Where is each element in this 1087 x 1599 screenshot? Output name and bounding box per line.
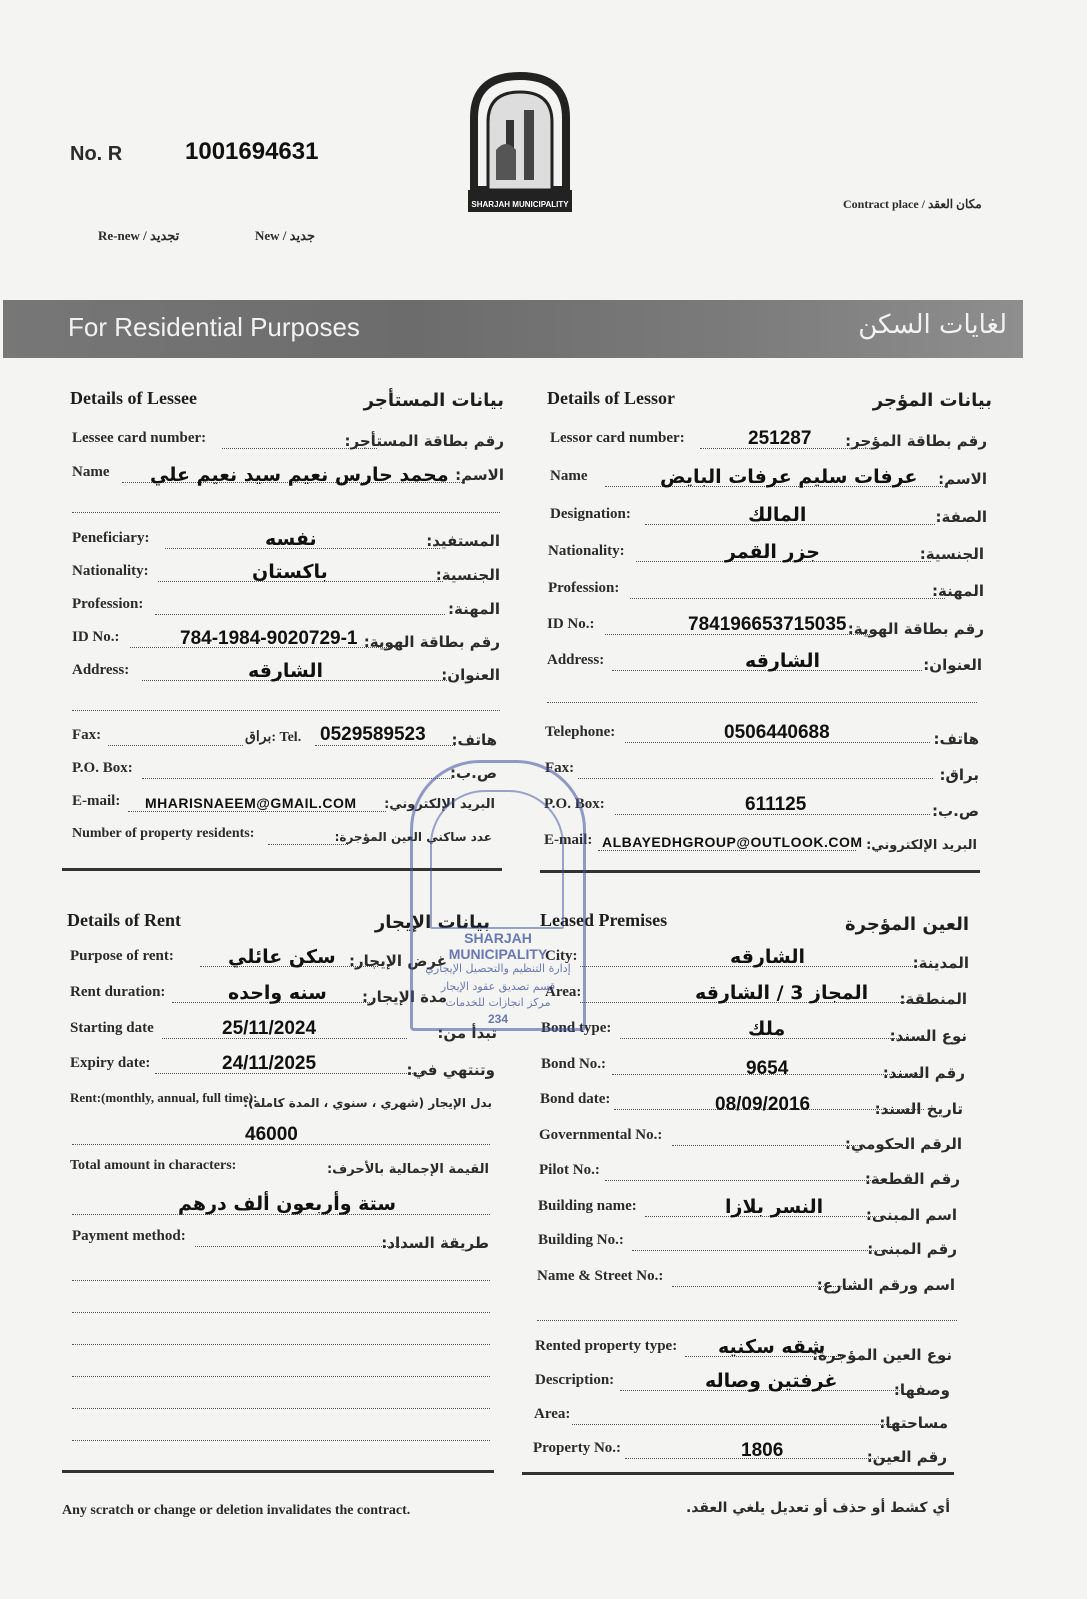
- rent-expiry-label: Expiry date:: [70, 1055, 151, 1071]
- premises-bond-type-label-ar: نوع السند:: [889, 1027, 967, 1045]
- premises-street-label-ar: اسم ورقم الشارع:: [816, 1276, 955, 1294]
- premises-area2-label: Area:: [534, 1406, 571, 1422]
- rent-purpose-label: Purpose of rent:: [70, 948, 174, 964]
- footer-note-en: Any scratch or change or deletion invalidates the contract.: [62, 1503, 411, 1518]
- rent-duration-label: Rent duration:: [70, 984, 166, 1000]
- rent-amount-label: Rent:(monthly, annual, full time):: [70, 1090, 258, 1105]
- lessee-title-ar: بيانات المستأجر: [363, 390, 504, 411]
- lessee-address-label: Address:: [72, 662, 130, 678]
- banner-title-en: For Residential Purposes: [68, 312, 360, 342]
- lessee-address-value: الشارقه: [248, 660, 324, 682]
- logo-arch-icon: [466, 70, 574, 215]
- lessee-id-value: 784-1984-9020729-1: [180, 628, 358, 649]
- lessor-telephone-label-ar: هاتف:: [933, 730, 979, 748]
- lessor-designation-label-ar: الصفة:: [935, 508, 987, 526]
- premises-plot-label: Pilot No.:: [539, 1162, 600, 1178]
- premises-bond-type-value: ملك: [748, 1018, 786, 1040]
- premises-bond-no-label: Bond No.:: [541, 1056, 607, 1072]
- rent-start-label-ar: تبدأ من:: [437, 1024, 497, 1042]
- lessor-pobox-label: P.O. Box:: [544, 796, 605, 812]
- rent-total-label-ar: القيمة الإجمالية بالأحرف:: [326, 1162, 489, 1177]
- rent-duration-label-ar: مدة الإيجار:: [361, 988, 447, 1006]
- lessor-designation-label: Designation:: [550, 506, 631, 522]
- new-label: New / جديد: [255, 228, 315, 243]
- premises-type-label: Rented property type:: [535, 1338, 678, 1354]
- premises-gov-label-ar: الرقم الحكومي:: [844, 1135, 962, 1153]
- premises-street-label: Name & Street No.:: [537, 1268, 664, 1284]
- rent-expiry-value: 24/11/2025: [222, 1053, 317, 1074]
- rent-payment-label: Payment method:: [72, 1228, 186, 1244]
- lessor-address-label-ar: العنوان:: [923, 656, 982, 674]
- premises-bond-no-value: 9654: [746, 1058, 789, 1079]
- rent-start-value: 25/11/2024: [222, 1018, 317, 1039]
- premises-type-label-ar: نوع العين المؤجرة:: [812, 1346, 952, 1364]
- lessor-pobox-value: 611125: [745, 794, 807, 815]
- lessor-pobox-label-ar: ص.ب:: [932, 802, 979, 820]
- premises-description-value: غرفتين وصاله: [705, 1370, 838, 1392]
- premises-building-name-value: النسر بلازا: [725, 1196, 824, 1218]
- premises-area2-label-ar: مساحتها:: [879, 1414, 948, 1432]
- lessor-nationality-value: جزر القمر: [725, 541, 820, 563]
- lessor-id-value: 784196653715035: [688, 614, 847, 635]
- lessor-card-value: 251287: [748, 428, 812, 449]
- lessor-name-label-ar: الاسم:: [938, 470, 987, 488]
- rent-expiry-label-ar: وتنتهي في:: [406, 1061, 495, 1079]
- lessee-nationality-label: Nationality:: [72, 563, 149, 579]
- lessor-profession-label-ar: المهنة:: [932, 582, 984, 600]
- premises-property-no-label: Property No.:: [533, 1440, 622, 1456]
- lessee-tel-value: 0529589523: [320, 724, 426, 745]
- lessee-name-label: Name: [72, 464, 110, 480]
- premises-area-label: Area:: [545, 984, 582, 1000]
- lessee-address-label-ar: العنوان:: [441, 666, 500, 684]
- lessor-email-value: ALBAYEDHGROUP@OUTLOOK.COM: [602, 834, 863, 850]
- lessee-email-label: E-mail:: [72, 793, 121, 809]
- lessee-card-label-ar: رقم بطاقة المستأجر:: [344, 432, 504, 450]
- premises-bond-date-value: 08/09/2016: [715, 1094, 811, 1115]
- premises-plot-label-ar: رقم القطعة:: [864, 1170, 960, 1188]
- rent-title-ar: بيانات الإيجار: [374, 912, 490, 933]
- stamp-title: SHARJAH MUNICIPALITY: [448, 930, 548, 962]
- banner-title-ar: لغايات السكن: [858, 310, 1007, 340]
- lessor-nationality-label: Nationality:: [548, 543, 625, 559]
- premises-building-no-label-ar: رقم المبنى:: [867, 1240, 957, 1258]
- lessor-card-label-ar: رقم بطاقة المؤجر:: [845, 432, 987, 450]
- lessee-name-value: محمد حارس نعيم سيد نعيم علي: [150, 464, 449, 486]
- lessee-name-label-ar: الاسم:: [455, 466, 504, 484]
- lessor-email-label-ar: البريد الإلكتروني:: [866, 838, 977, 853]
- stamp-number: 234: [487, 1012, 509, 1026]
- premises-building-no-label: Building No.:: [538, 1232, 624, 1248]
- footer-note-ar: أي كشط أو حذف أو تعديل يلغي العقد.: [685, 1500, 950, 1516]
- lessee-card-label: Lessee card number:: [72, 430, 207, 446]
- lessee-nationality-value: باكستان: [252, 561, 328, 583]
- lessor-fax-label: Fax:: [545, 760, 575, 776]
- premises-area-label-ar: المنطقة:: [899, 990, 967, 1008]
- rent-duration-value: سنه واحده: [228, 982, 327, 1004]
- lessor-title-en: Details of Lessor: [547, 388, 675, 408]
- lessor-nationality-label-ar: الجنسية:: [919, 545, 984, 563]
- lessee-residents-label-ar: عدد ساكني العين المؤجرة:: [334, 830, 492, 844]
- lessee-pobox-label-ar: ص.ب:: [450, 764, 497, 782]
- contract-no-label: No. R: [70, 143, 123, 165]
- contract-no-value: 1001694631: [185, 138, 319, 165]
- lessor-email-label: E-mail:: [544, 832, 593, 848]
- rent-payment-label-ar: طريقة السداد:: [381, 1234, 489, 1252]
- lessee-title-en: Details of Lessee: [70, 388, 197, 408]
- premises-title-en: Leased Premises: [540, 910, 668, 930]
- lessee-nationality-label-ar: الجنسية:: [435, 566, 500, 584]
- lessor-id-label: ID No.:: [547, 616, 595, 632]
- premises-building-name-label-ar: اسم المبنى:: [865, 1206, 957, 1224]
- lessor-telephone-value: 0506440688: [724, 722, 830, 743]
- lessor-telephone-label: Telephone:: [545, 724, 616, 740]
- rent-purpose-value: سكن عائلي: [228, 946, 336, 968]
- premises-bond-type-label: Bond type:: [541, 1020, 612, 1036]
- sharjah-municipality-logo: [466, 70, 574, 215]
- lessor-designation-value: المالك: [748, 504, 807, 526]
- rent-start-label: Starting date: [70, 1020, 154, 1036]
- contract-place-label: Contract place / مكان العقد: [843, 197, 982, 211]
- lessor-name-label: Name: [550, 468, 588, 484]
- lessor-address-label: Address:: [547, 652, 605, 668]
- stamp-line-3: مركز انجازات للخدمات: [445, 996, 551, 1009]
- premises-description-label: Description:: [535, 1372, 615, 1388]
- lessee-profession-label: Profession:: [72, 596, 144, 612]
- premises-city-label-ar: المدينة:: [912, 954, 969, 972]
- lessor-id-label-ar: رقم بطاقة الهوية:: [847, 620, 984, 638]
- lessee-beneficiary-label-ar: المستفيد:: [426, 532, 500, 550]
- lessee-beneficiary-value: نفسه: [265, 528, 317, 550]
- lessor-card-label: Lessor card number:: [550, 430, 685, 446]
- lessor-address-value: الشارقه: [745, 650, 821, 672]
- logo-text: SHARJAH MUNICIPALITY: [471, 200, 569, 209]
- premises-building-name-label: Building name:: [538, 1198, 637, 1214]
- lessor-fax-label-ar: براق:: [939, 766, 979, 784]
- premises-description-label-ar: وصفها:: [893, 1381, 950, 1399]
- lessee-id-label: ID No.:: [72, 629, 120, 645]
- stamp-line-2: قسم تصديق عقود الإيجار: [440, 980, 556, 993]
- lessee-email-label-ar: البريد الإلكتروني:: [384, 797, 495, 812]
- rent-title-en: Details of Rent: [67, 910, 181, 930]
- lessor-title-ar: بيانات المؤجر: [872, 390, 992, 411]
- premises-bond-date-label-ar: تاريخ السند:: [874, 1100, 963, 1118]
- rent-purpose-label-ar: غرض الإيجار:: [349, 952, 447, 970]
- stamp-arch-icon: [430, 790, 564, 929]
- lessee-fax-label: Fax:: [72, 727, 102, 743]
- lessor-name-value: عرفات سليم عرفات البايض: [660, 466, 918, 488]
- lessor-profession-label: Profession:: [548, 580, 620, 596]
- premises-bond-date-label: Bond date:: [540, 1091, 611, 1107]
- premises-property-no-value: 1806: [741, 1440, 784, 1461]
- lessee-email-value: MHARISNAEEM@GMAIL.COM: [145, 795, 357, 811]
- premises-gov-label: Governmental No.:: [539, 1127, 663, 1143]
- stamp-line-1: إدارة التنظيم والتحصيل الإيجاري: [425, 962, 571, 975]
- lessee-pobox-label: P.O. Box:: [72, 760, 133, 776]
- rent-amount-value: 46000: [245, 1124, 298, 1145]
- rent-total-label: Total amount in characters:: [70, 1158, 237, 1173]
- lessee-tel-label-ar: هاتف:: [451, 731, 497, 749]
- premises-title-ar: العين المؤجرة: [845, 914, 969, 935]
- lessee-beneficiary-label: Peneficiary:: [72, 530, 150, 546]
- renew-label: Re-new / تجديد: [98, 228, 180, 243]
- premises-city-label: City:: [545, 948, 578, 964]
- rent-amount-label-ar: بدل الإيجار (شهري ، سنوي ، المدة كاملة):: [243, 1096, 492, 1110]
- premises-bond-no-label-ar: رقم السند:: [882, 1064, 965, 1082]
- rent-total-value: ستة وأربعون ألف درهم: [178, 1193, 397, 1215]
- lessee-id-label-ar: رقم بطاقة الهوية:: [363, 633, 500, 651]
- lessee-residents-label: Number of property residents:: [72, 826, 255, 841]
- lessee-profession-label-ar: المهنة:: [448, 600, 500, 618]
- premises-city-value: الشارقه: [730, 946, 806, 968]
- premises-type-value: شقه سكنيه: [718, 1336, 826, 1358]
- premises-property-no-label-ar: رقم العين:: [866, 1448, 947, 1466]
- lessee-tel-label: براق: Tel.: [245, 730, 302, 745]
- premises-area-value: المجاز 3 / الشارقه: [695, 982, 869, 1004]
